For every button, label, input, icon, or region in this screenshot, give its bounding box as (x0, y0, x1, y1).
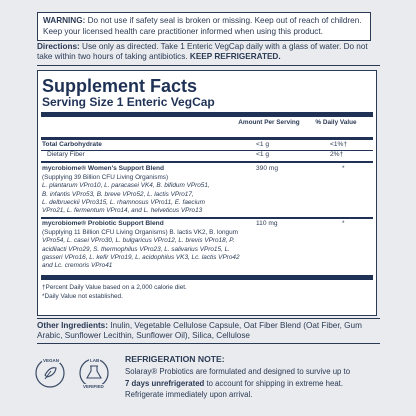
row-name: Dietary Fiber (47, 151, 85, 158)
blend-womens-organisms (42, 174, 272, 215)
blend-line: B. infantis VPro53, B. breve VPro52, L. lactis VPro17, (42, 190, 194, 198)
directions-text (37, 42, 377, 62)
blend-line: gasseri VPro16, L. kefir VPro19, L. acidophilus VK3, Lc. lactis VPro42 (42, 253, 240, 261)
row-amount: <1 g (256, 151, 270, 158)
row-name: Total Carbohydrate (42, 141, 102, 148)
blend-probiotic-support (42, 220, 372, 229)
refrigeration-line: Solaray® Probiotics are formulated and designed to survive up to (125, 367, 351, 376)
refrigeration-line: Refrigerate immediately upon arrival. (125, 390, 253, 399)
row-dv: 2%† (330, 151, 344, 158)
supplement-facts-panel (37, 70, 377, 316)
amount-per-serving-header: Amount Per Serving (238, 119, 300, 126)
thick-rule (41, 112, 373, 117)
warning-box (37, 12, 371, 41)
blend-womens-support (42, 165, 372, 174)
blend-line: acidilacti VPro29, S. thermophilus VPro23, L. salivarius VPro15, L. (42, 245, 230, 253)
blend-line: VPro54, L. casei VPro30, L. bulgaricus VPro12, L. brevis VPro18, P. (42, 237, 235, 245)
footnote-not-established: *Daily Value not established. (42, 293, 123, 300)
divider-bottom (37, 343, 380, 344)
refrigeration-emph: 7 days unrefrigerated (125, 378, 205, 388)
blend-line: (Supplying 39 Billion CFU Living Organisms) (42, 174, 169, 181)
row-dietary-fiber (47, 151, 372, 160)
row-dv: <1%† (330, 141, 348, 148)
refrigeration-heading: REFRIGERATION NOTE: (125, 354, 225, 364)
refrigeration-text (125, 366, 385, 401)
blend-line: VPro21, L. fermentum VPro14, and L. helveticus VPro13 (42, 207, 203, 215)
blend-amount: 390 mg (256, 165, 278, 172)
warning-lead: WARNING: (43, 16, 86, 25)
blend-line: (Supplying 11 Billion CFU Living Organisms) B. lactis VK2, B. longum (42, 229, 238, 236)
vegan-badge (34, 356, 66, 396)
directions-emph: KEEP REFRIGERATED. (189, 52, 281, 61)
vegan-label: VEGAN (43, 358, 60, 363)
lab-verified-badge (76, 356, 112, 396)
refrigeration-line (125, 378, 385, 390)
other-ingredients (37, 321, 377, 341)
blend-line: L. plantarum VPro10, L. paracasei VK4, B. bifidum VPro51, (42, 182, 210, 190)
row-rule (41, 161, 373, 163)
row-amount: <1 g (256, 141, 270, 148)
other-text: Inulin, Vegetable Cellulose Capsule, Oat Fiber Blend (Oat Fiber, Gum Arabic, Sunflower Lecithin, Sunflower Oil), Silica, Cellulose (37, 321, 362, 340)
divider-mid (37, 318, 380, 319)
row-total-carbohydrate (42, 141, 372, 150)
verified-label: VERIFIED (83, 384, 104, 389)
blend-line: and Lc. cremoris VPro41 (42, 262, 113, 270)
warning-text: Do not use if safety seal is broken or missing. Keep out of reach of children. Keep your licensed health care practitioner informed when using this product. (43, 16, 362, 36)
blend-dv: * (342, 165, 345, 172)
directions-body: Use only as directed. Take 1 Enteric VegCap daily with a glass of water. Do not take within two hours of taking antibiotics. (37, 42, 368, 61)
serving-size: Serving Size 1 Enteric VegCap (42, 95, 215, 109)
row-rule (41, 217, 373, 219)
blend-line: L. delbrueckii VPro315, L. rhamnosus VPro11, E. faecium (42, 198, 205, 206)
thick-rule-bottom (41, 275, 373, 280)
footnote-daily-value: †Percent Daily Value based on a 2,000 calorie diet. (42, 284, 187, 291)
facts-title: Supplement Facts (42, 76, 198, 96)
blend-name: mycrobiome® Probiotic Support Blend (42, 220, 164, 227)
daily-value-header: % Daily Value (315, 119, 357, 126)
lab-label: LAB (90, 358, 100, 363)
directions-lead: Directions: (37, 42, 80, 51)
blend-dv: * (342, 220, 345, 227)
header-rule (41, 137, 373, 140)
other-lead: Other Ingredients: (37, 321, 108, 330)
blend-amount: 110 mg (256, 220, 278, 227)
refrigeration-line-rest: to account for shipping in extreme heat. (204, 378, 344, 388)
divider-top (37, 65, 380, 66)
blend-probiotic-organisms (42, 229, 292, 270)
blend-name: mycrobiome® Women's Support Blend (42, 165, 165, 172)
